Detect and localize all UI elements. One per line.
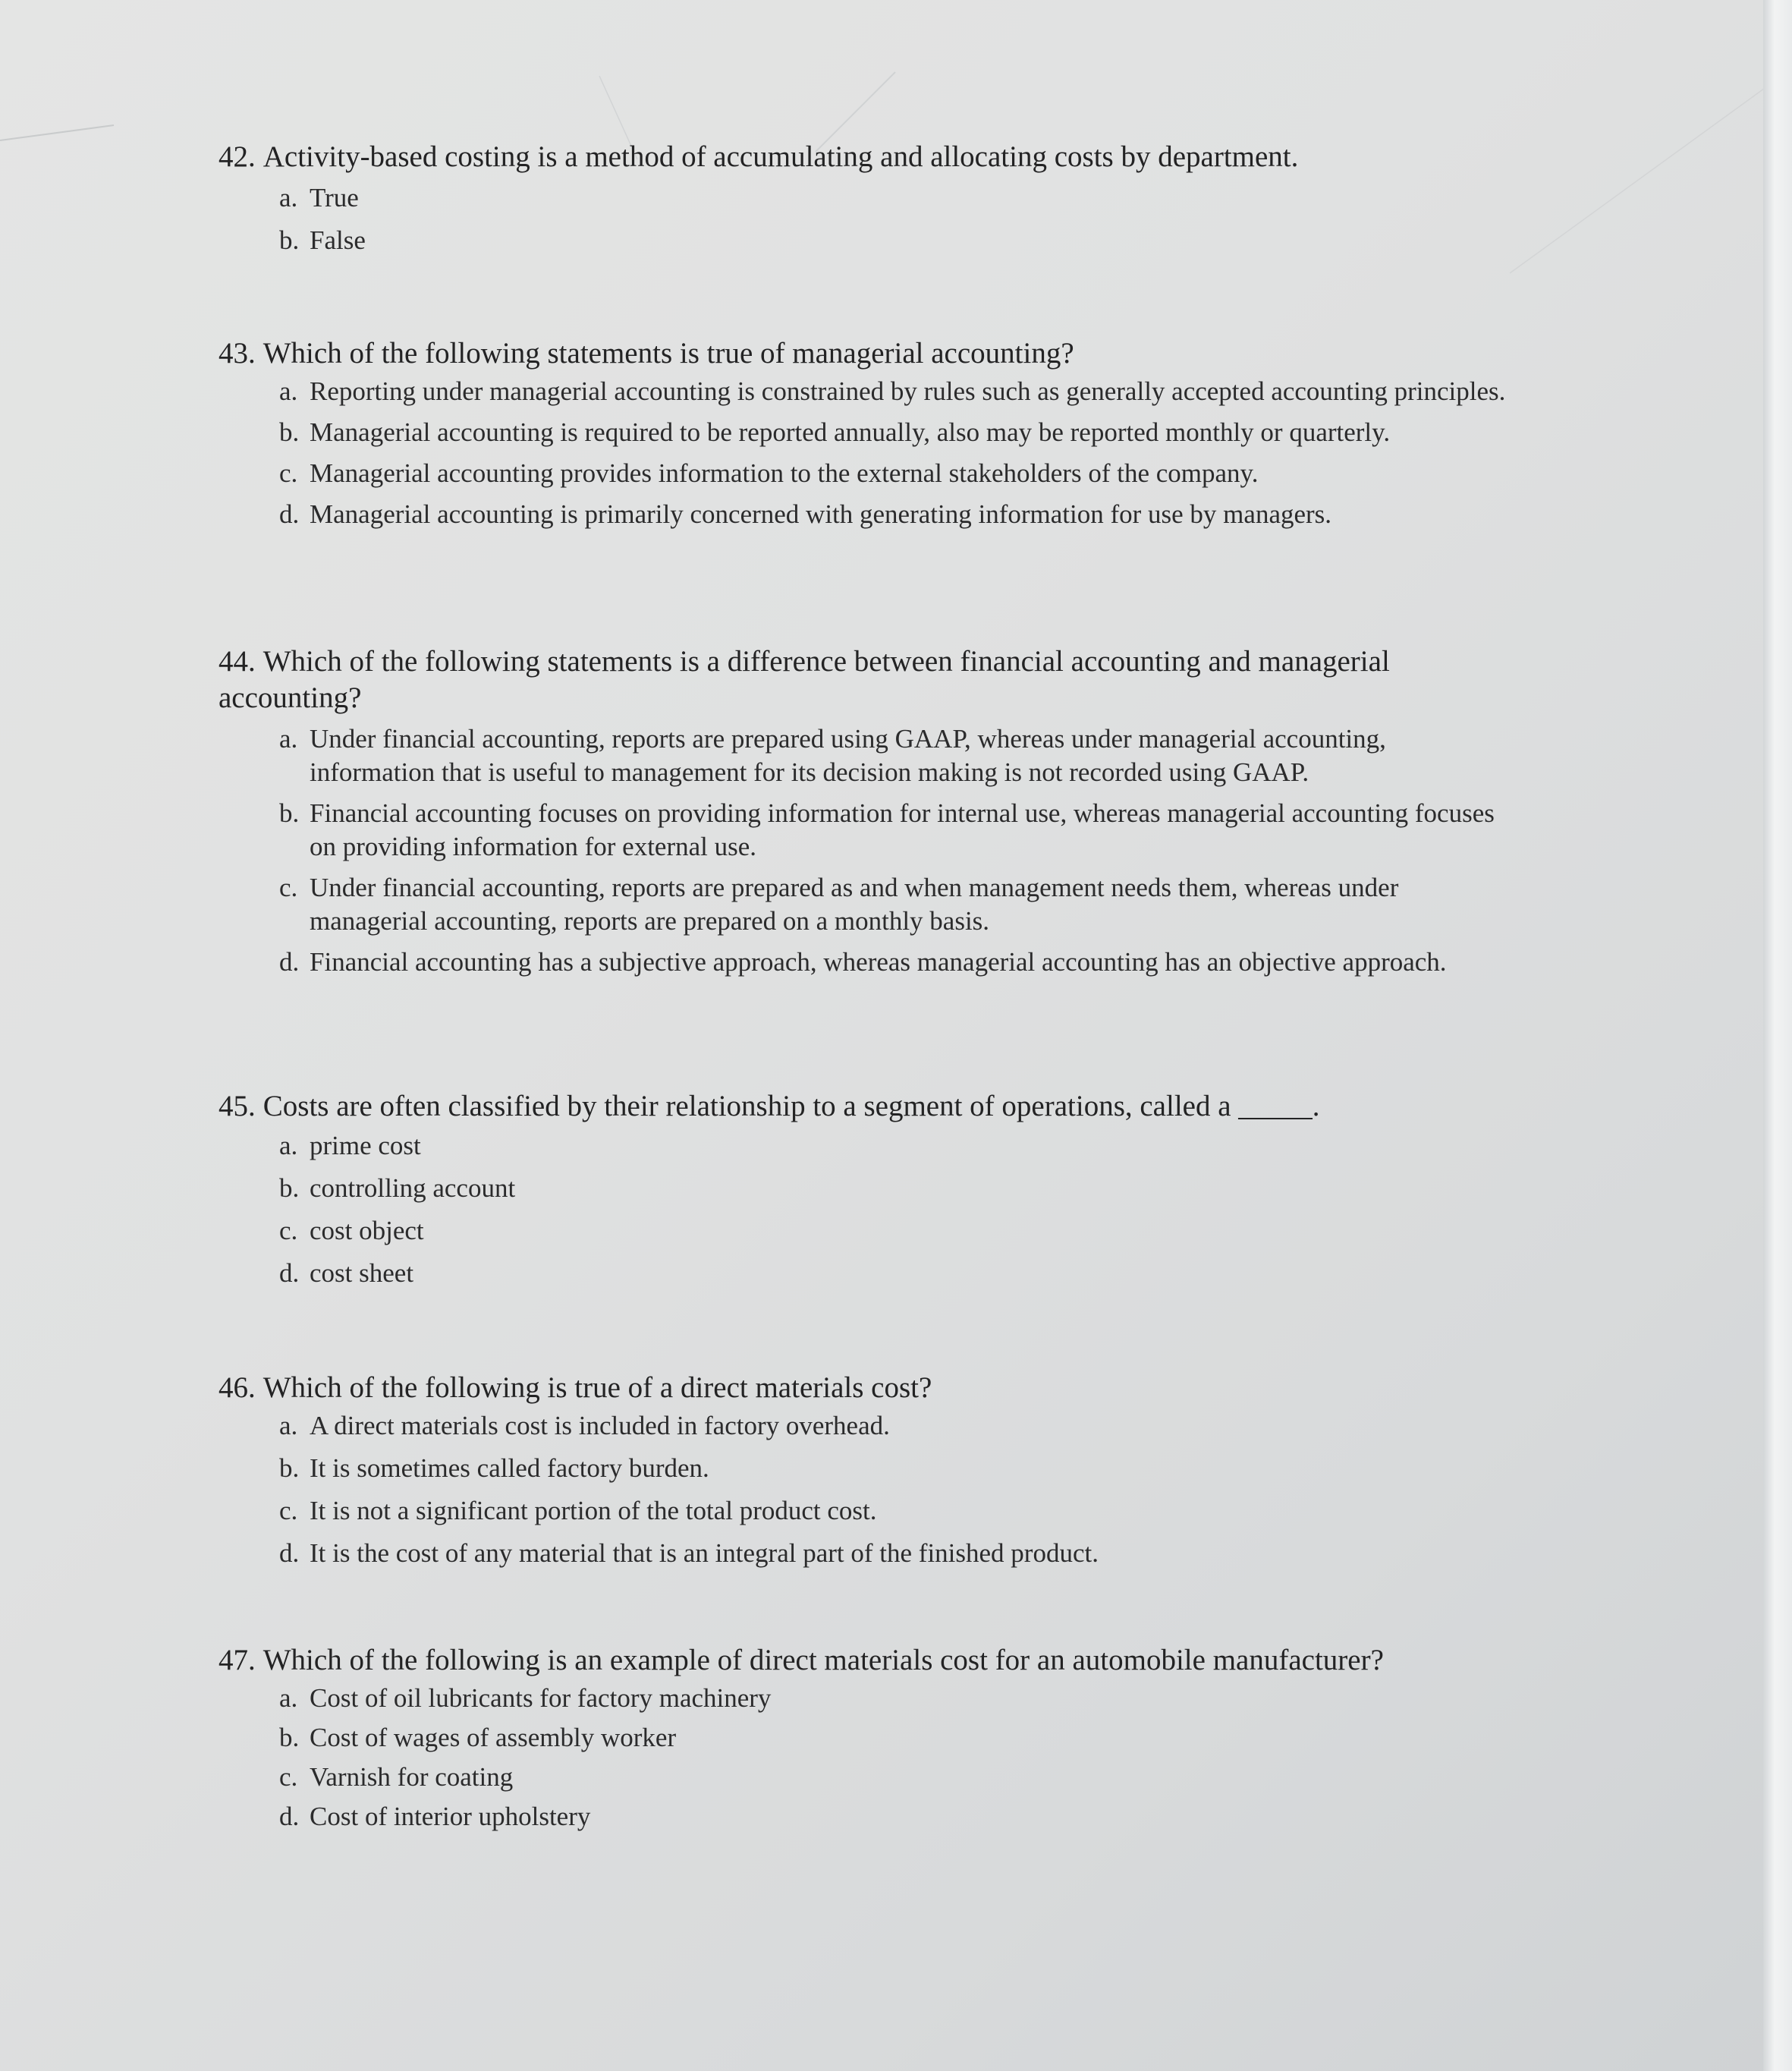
option-text: A direct materials cost is included in factory overhead.: [310, 1411, 890, 1440]
option-letter: b.: [279, 1173, 300, 1203]
question-number: 42.: [218, 140, 256, 173]
option-letter: d.: [279, 1802, 300, 1831]
question-stem: Costs are often classified by their relationship to a segment of operations, called a _____.: [263, 1090, 1320, 1122]
question-number: 46.: [218, 1371, 256, 1404]
option-text: Reporting under managerial accounting is constrained by rules such as generally accepted accounting principles.: [310, 376, 1506, 406]
question-text: [218, 644, 1508, 716]
options-list: [218, 375, 1508, 531]
question-stem: Which of the following is an example of direct materials cost for an automobile manufacturer?: [263, 1644, 1384, 1676]
option-c[interactable]: [279, 1761, 1508, 1794]
question-47: [218, 1642, 1508, 1833]
option-d[interactable]: [279, 1257, 1508, 1290]
options-list: [218, 1409, 1508, 1570]
option-a[interactable]: [279, 722, 1508, 789]
question-45: [218, 1088, 1508, 1290]
option-a[interactable]: [279, 375, 1508, 408]
option-letter: b.: [279, 1723, 300, 1752]
option-b[interactable]: [279, 1172, 1508, 1205]
question-stem: Activity-based costing is a method of accumulating and allocating costs by department.: [263, 140, 1299, 173]
option-letter: c.: [279, 873, 298, 902]
option-a[interactable]: [279, 1129, 1508, 1163]
option-b[interactable]: [279, 224, 1508, 257]
option-letter: c.: [279, 458, 298, 488]
option-d[interactable]: [279, 1800, 1508, 1833]
question-number: 43.: [218, 337, 256, 370]
option-text: Managerial accounting provides information to the external stakeholders of the company.: [310, 458, 1259, 488]
option-text: Under financial accounting, reports are prepared using GAAP, whereas under managerial accounting, information that is useful to management for its decision making is not recorded using GAAP.: [310, 724, 1386, 787]
question-stem: Which of the following is true of a direct materials cost?: [263, 1371, 932, 1404]
option-b[interactable]: [279, 416, 1508, 449]
option-letter: a.: [279, 1131, 298, 1160]
question-42: [218, 139, 1508, 257]
options-list: [218, 1682, 1508, 1833]
option-c[interactable]: [279, 1494, 1508, 1528]
question-46: [218, 1370, 1508, 1570]
question-number: 44.: [218, 645, 256, 678]
question-text: [218, 335, 1508, 372]
option-letter: d.: [279, 1258, 300, 1288]
option-letter: a.: [279, 1411, 298, 1440]
question-stem: Which of the following statements is a difference between financial accounting and managerial accounting?: [218, 645, 1390, 714]
option-text: Under financial accounting, reports are prepared as and when management needs them, whereas under managerial accounting, reports are prepared on a monthly basis.: [310, 873, 1399, 936]
option-letter: a.: [279, 1683, 298, 1713]
option-text: Financial accounting focuses on providing information for internal use, whereas managerial accounting focuses on providing information for external use.: [310, 798, 1495, 861]
option-a[interactable]: [279, 181, 1508, 215]
option-letter: c.: [279, 1496, 298, 1525]
option-letter: a.: [279, 376, 298, 406]
option-letter: d.: [279, 947, 300, 977]
option-text: Cost of wages of assembly worker: [310, 1723, 677, 1752]
option-letter: a.: [279, 183, 298, 212]
option-b[interactable]: [279, 797, 1508, 864]
options-list: [218, 722, 1508, 979]
option-text: Managerial accounting is required to be reported annually, also may be reported monthly or quarterly.: [310, 417, 1391, 447]
question-44: [218, 644, 1508, 979]
option-d[interactable]: [279, 946, 1508, 979]
option-letter: b.: [279, 798, 300, 828]
option-letter: d.: [279, 1538, 300, 1568]
question-number: 47.: [218, 1644, 256, 1676]
option-text: False: [310, 225, 366, 255]
option-a[interactable]: [279, 1682, 1508, 1715]
question-number: 45.: [218, 1090, 256, 1122]
option-text: cost object: [310, 1216, 424, 1245]
option-letter: d.: [279, 499, 300, 529]
option-letter: c.: [279, 1216, 298, 1245]
option-c[interactable]: [279, 871, 1508, 938]
option-letter: b.: [279, 1453, 300, 1483]
question-text: [218, 139, 1508, 175]
question-text: [218, 1088, 1508, 1125]
option-c[interactable]: [279, 1214, 1508, 1248]
option-text: Cost of interior upholstery: [310, 1802, 591, 1831]
option-text: Cost of oil lubricants for factory machinery: [310, 1683, 772, 1713]
options-list: [218, 1129, 1508, 1290]
option-letter: b.: [279, 225, 300, 255]
option-b[interactable]: [279, 1721, 1508, 1755]
option-text: prime cost: [310, 1131, 421, 1160]
question-text: [218, 1642, 1508, 1679]
option-text: Financial accounting has a subjective approach, whereas managerial accounting has an objective approach.: [310, 947, 1447, 977]
option-d[interactable]: [279, 1537, 1508, 1570]
options-list: [218, 181, 1508, 257]
question-43: [218, 335, 1508, 531]
option-d[interactable]: [279, 498, 1508, 531]
option-text: It is sometimes called factory burden.: [310, 1453, 709, 1483]
option-text: It is not a significant portion of the total product cost.: [310, 1496, 877, 1525]
option-text: It is the cost of any material that is an integral part of the finished product.: [310, 1538, 1099, 1568]
question-stem: Which of the following statements is true of managerial accounting?: [263, 337, 1074, 370]
option-text: Managerial accounting is primarily concerned with generating information for use by managers.: [310, 499, 1332, 529]
option-letter: a.: [279, 724, 298, 754]
option-letter: b.: [279, 417, 300, 447]
option-text: Varnish for coating: [310, 1762, 514, 1792]
option-a[interactable]: [279, 1409, 1508, 1443]
option-text: cost sheet: [310, 1258, 414, 1288]
option-b[interactable]: [279, 1452, 1508, 1485]
option-letter: c.: [279, 1762, 298, 1792]
option-text: controlling account: [310, 1173, 516, 1203]
question-text: [218, 1370, 1508, 1406]
option-text: True: [310, 183, 359, 212]
option-c[interactable]: [279, 457, 1508, 490]
